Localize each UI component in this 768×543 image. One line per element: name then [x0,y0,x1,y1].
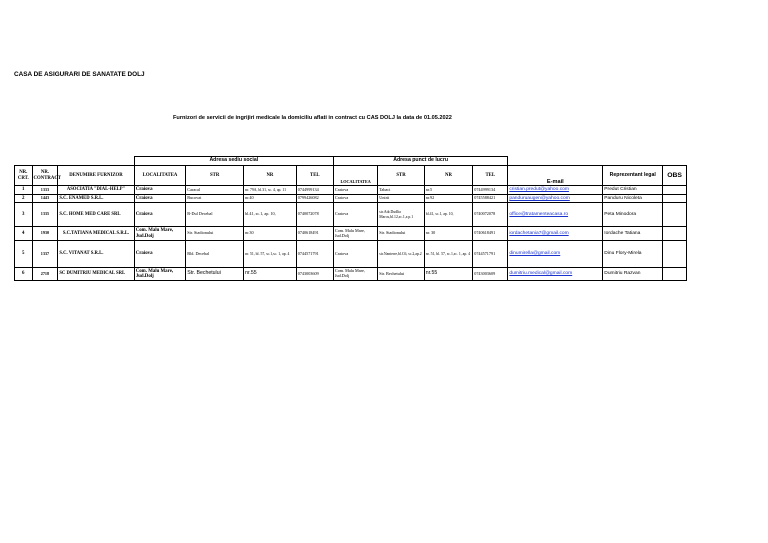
cell-email [508,268,603,281]
cell-contract: 1335 [32,203,58,227]
cell-localitatea-punct: Com. Malu Mare, Jud.Dolj [333,227,377,241]
cell-contract: 2718 [32,268,58,281]
cell-contract: 1930 [32,227,58,241]
cell-str: Bucovat [186,195,244,203]
cell-localitatea-punct: Craiova [333,203,377,227]
table-row [15,227,687,241]
cell-nr-punct: nr.55 [424,268,473,281]
cell-reprezentant: Dumitriu Razvan [603,268,663,281]
cell-email [508,227,603,241]
cell-nr-punct: nr. 51, bl. 57, sc.1,sc. 1, ap. 4 [424,241,473,268]
cell-nr: nr.55 [244,268,297,281]
cell-tel-punct: 0740072078 [473,203,508,227]
email-link[interactable]: panduruaugen@yahoo.com [509,195,570,201]
header-obs: OBS [663,166,687,186]
cell-localitatea-punct: Craiova [333,186,377,195]
cell-obs [663,203,687,227]
cell-obs [663,186,687,195]
cell-tel: 0740618491 [296,227,333,241]
header-localitatea-punct: LOCALITATEA [333,166,377,186]
cell-nr: nr. 51, bl. 57, sc.1,sc. 1, ap. 4 [244,241,297,268]
cell-email [508,186,603,195]
cell-tel-punct: 0743003609 [473,268,508,281]
email-link[interactable]: dumitriu.medical@gmail.com [509,271,573,277]
cell-tel: 0744571791 [296,241,333,268]
cell-reprezentant: Dinu Flory-Mirela [603,241,663,268]
table-row [15,268,687,281]
cell-nr-punct: nr.92 [424,195,473,203]
cell-localitatea: Com. Malu Mare, Jud.Dolj [134,268,186,281]
header-reprezentant: Reprezentant legal [603,166,663,186]
header-str: STR [186,166,244,186]
table-row [15,241,687,268]
cell-email [508,203,603,227]
cell-obs [663,195,687,203]
cell-provider-name: S.C. VITANAT S.R.L. [58,241,134,268]
cell-str-punct: Str. Stadionului [378,227,424,241]
cell-email [508,241,603,268]
email-link[interactable]: dinumirella@gmail.com [509,251,561,257]
group-header-row [15,157,687,166]
cell-str-punct: Tabaci [378,186,424,195]
header-denumire: DENUMIRE FURNIZOR [58,166,134,186]
cell-tel-punct: 0740618491 [473,227,508,241]
cell-localitatea-punct: Craiova [333,241,377,268]
cell-reprezentant: Predut Cristian [603,186,663,195]
header-tel-punct: TEL [473,166,508,186]
cell-provider-name: SC DUMITRIU MEDICAL SRL [58,268,134,281]
email-link[interactable]: office@tratamenteacasa.ro [509,211,569,217]
cell-tel: 0743003609 [296,268,333,281]
cell-contract: 1443 [32,195,58,203]
cell-str-punct: str.Adr.Dudlia Marcu,bl.12,sc.1,a p.1 [378,203,424,227]
cell-nr: bl.41, sc.1, ap. 10, [244,203,297,227]
email-link[interactable]: iordachetania7@gmail.com [509,230,569,236]
header-nr-crt: NR. CRT. [15,166,33,186]
cell-localitatea: Craiova [134,195,186,203]
header-email: E-mail [508,166,603,186]
email-link[interactable]: cristian.predut@yahoo.com [509,187,569,193]
cell-nr-crt: 5 [15,241,33,268]
cell-nr-crt: 3 [15,203,33,227]
cell-reprezentant: Panduru Nicoleta [603,195,663,203]
cell-nr: nr.40 [244,195,297,203]
cell-nr: nr.30 [244,227,297,241]
cell-localitatea-punct: Craiova [333,195,377,203]
cell-contract: 1337 [32,241,58,268]
cell-nr: nr. 79A, bl.31, sc. 4, ap. 11 [244,186,297,195]
header-localitatea: LOCALITATEA [134,166,186,186]
cell-str: B-Dul Decebal [186,203,244,227]
cell-nr-crt: 2 [15,195,33,203]
cell-localitatea: Craiova [134,241,186,268]
cell-provider-name: S.C. ENAMED S.R.L. [58,195,134,203]
cell-tel-punct: 0744571791 [473,241,508,268]
cell-str: Str. Stadionului [186,227,244,241]
cell-provider-name: ASOCIATIA "DIAL-HELP" [58,186,134,195]
column-header-row [15,166,687,186]
cell-str-punct: str.Nanterre,bl.C6, sc.2,ap.2 [378,241,424,268]
header-nr-punct: NR [424,166,473,186]
cell-provider-name: S.C. HOME MED CARE SRL [58,203,134,227]
header-tel: TEL [296,166,333,186]
cell-localitatea: Craiova [134,186,186,195]
cell-obs [663,268,687,281]
cell-nr-punct: nr. 30 [424,227,473,241]
cell-localitatea-punct: Com. Malu Mare, Jud.Dolj [333,268,377,281]
cell-provider-name: S.C.TATIANA MEDICAL S.R.L. [58,227,134,241]
cell-contract: 1333 [32,186,58,195]
providers-table [14,156,687,281]
cell-nr-punct: nr.5 [424,186,473,195]
cell-tel: 0740072078 [296,203,333,227]
cell-tel-punct: 0745588421 [473,195,508,203]
header-str-punct: STR [378,166,424,186]
cell-str: Caracal [186,186,244,195]
cell-obs [663,241,687,268]
cell-email [508,195,603,203]
cell-str-punct: Str. Bechetului [378,268,424,281]
group-header-sediu: Adresa sediu social [134,157,333,166]
cell-nr-crt: 6 [15,268,33,281]
organization-title: CASA DE ASIGURARI DE SANATATE DOLJ [14,71,145,78]
cell-localitatea: Com. Malu Mare, Jud.Dolj [134,227,186,241]
table-row [15,195,687,203]
cell-obs [663,227,687,241]
cell-tel-punct: 0744999134 [473,186,508,195]
group-header-punct: Adresa punct de lucru [333,157,507,166]
cell-localitatea: Craiova [134,203,186,227]
cell-reprezentant: Iordache Tatiana [603,227,663,241]
cell-tel: 0744999134 [296,186,333,195]
cell-str: Bld. Decebal [186,241,244,268]
table-row [15,203,687,227]
cell-reprezentant: Peta Minodora [603,203,663,227]
document-title: Furnizori de servicii de ingrijiri medicale la domiciliu aflati in contract cu CAS DOLJ la data de 01.05.2022 [173,115,452,121]
header-nr: NR [244,166,297,186]
cell-tel: 0799426082 [296,195,333,203]
cell-nr-punct: bl.41, sc.1, ap. 10, [424,203,473,227]
cell-nr-crt: 1 [15,186,33,195]
header-nr-contract: NR. CONTRACT [32,166,58,186]
cell-str-punct: Unirii [378,195,424,203]
table-row [15,186,687,195]
cell-str: Str. Bechetului [186,268,244,281]
cell-nr-crt: 4 [15,227,33,241]
